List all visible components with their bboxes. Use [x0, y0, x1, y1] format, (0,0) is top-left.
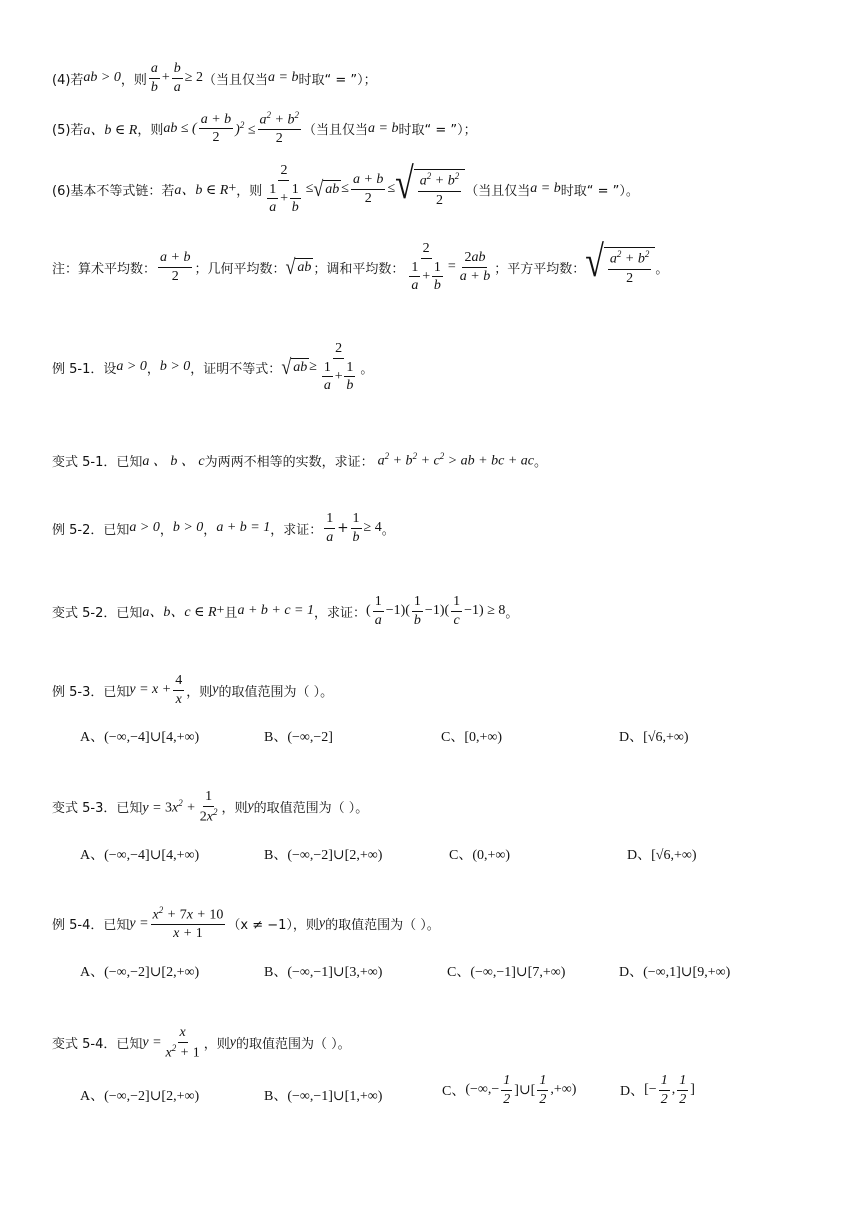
- math-condition: ab > 0: [83, 70, 121, 85]
- option-d[interactable]: D、[√6,+∞): [627, 848, 697, 863]
- example-5-2: 例 5-2．已知 a > 0 ， b > 0 ， a + b = 1 ，求证： $\frac{1}{a}$ + $\frac{1}{b}$ ≥ 4 。: [52, 511, 395, 545]
- example-5-4: 例 5-4．已知 y = $\frac{x^2 + 7x + 10}{x + 1}$ （x ≠ −1），则 y 的取值范围为（ ）。: [52, 905, 440, 942]
- option-d[interactable]: D、(−∞,1]∪[9,+∞): [619, 965, 731, 980]
- property-4: (4)若 ab > 0 ，则 $\frac{a}{b}$ + $\frac{b}{a}$ ≥ 2 （当且仅当 a = b 时取“ = ”）；: [52, 61, 377, 95]
- option-c[interactable]: C、 (−∞,− $\frac{1}{2}$ ]∪[ $\frac{1}{2}$ ,+∞): [442, 1073, 577, 1107]
- option-a[interactable]: A、(−∞,−4]∪[4,+∞): [80, 730, 200, 745]
- option-b[interactable]: B、(−∞,−2]∪[2,+∞): [264, 848, 383, 863]
- variant-5-4: 变式 5-4．已知 y = $\frac{x}{x^2 + 1}$ ，则 y 的取值范围为（ ）。: [52, 1025, 351, 1061]
- option-a[interactable]: A、(−∞,−2]∪[2,+∞): [80, 1089, 200, 1104]
- variant-5-1: 变式 5-1．已知 a 、 b 、 c 为两两不相等的实数，求证： $a^2 + b^2 + c^2$ > ab + bc + ac 。: [52, 450, 548, 470]
- property-5: (5)若 a、b ∈ R ，则 ab ≤ ( $\frac{a + b}{2}$ )$^2$ ≤ $\frac{a^2 + b^2}{2}$ （当且仅当 a = b 时取“ = ”）；: [52, 110, 477, 147]
- option-c[interactable]: C、(0,+∞): [449, 848, 511, 863]
- option-b[interactable]: B、(−∞,−1]∪[3,+∞): [264, 965, 383, 980]
- option-c[interactable]: C、[0,+∞): [441, 730, 503, 745]
- variant-5-2: 变式 5-2．已知 a、b、c ∈ R + 且 a + b + c = 1 ，求证： ( $\frac{1}{a}$ −1)( $\frac{1}{b}$ −1)( $\frac{1}{c}$ −1) ≥ 8 。: [52, 594, 519, 628]
- means-note: 注：算术平均数： $\frac{a + b}{2}$ ；几何平均数： √ ab ；调和平均数： 2 $\frac{1}{a}$ + $\frac{1}{b}$ = $\frac{2ab}{a + b}$ ；平方平均数： √ $\frac{a^2 + b^2}{2}$ 。: [52, 238, 669, 293]
- property-6: (6)基本不等式链：若 a、b ∈ R + ，则 2 $\frac{1}{a}$ + $\frac{1}{b}$ ≤ √ ab ≤ $\frac{a + b}{2}$ ≤ √ $\frac{a^2 + b^2}{2}$ （当且仅当 a = b 时取“ = ”）。: [52, 160, 639, 215]
- example-5-3: 例 5-3．已知 y = x + $\frac{4}{x}$ ，则 y 的取值范围为（ ）。: [52, 673, 334, 707]
- option-d[interactable]: D、[√6,+∞): [619, 730, 689, 745]
- variant-5-3: 变式 5-3．已知 $y = 3x^2$ + $\frac{1}{2x^2}$ ，则 y 的取值范围为（ ）。: [52, 789, 369, 825]
- option-a[interactable]: A、(−∞,−4]∪[4,+∞): [80, 848, 200, 863]
- option-c[interactable]: C、(−∞,−1]∪[7,+∞): [447, 965, 566, 980]
- option-d[interactable]: D、 [− $\frac{1}{2}$ , $\frac{1}{2}$ ]: [620, 1073, 695, 1107]
- option-b[interactable]: B、(−∞,−2]: [264, 730, 333, 745]
- example-5-1: 例 5-1．设 a > 0 ， b > 0 ，证明不等式： √ ab ≥ 2 $\frac{1}{a}$ + $\frac{1}{b}$ 。: [52, 341, 374, 393]
- option-a[interactable]: A、(−∞,−2]∪[2,+∞): [80, 965, 200, 980]
- option-b[interactable]: B、(−∞,−1]∪[1,+∞): [264, 1089, 383, 1104]
